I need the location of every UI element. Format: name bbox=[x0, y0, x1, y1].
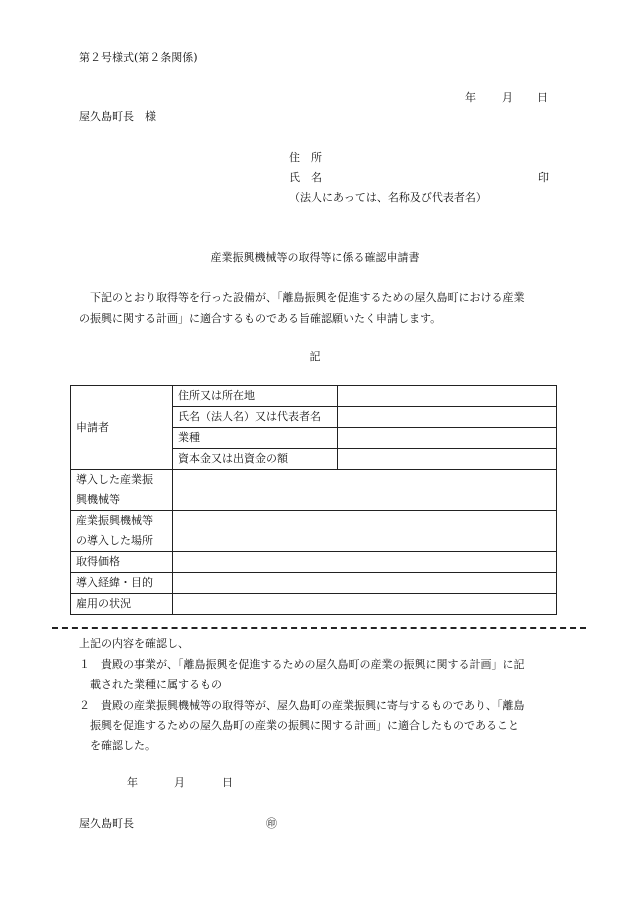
employment-label: 雇用の状況 bbox=[71, 594, 173, 615]
body-line-1: 下記のとおり取得等を行った設備が、「離島振興を促進するための屋久島町における産業 bbox=[90, 291, 525, 304]
purpose-value[interactable] bbox=[173, 573, 557, 594]
location-label-line2: の導入した場所 bbox=[76, 534, 153, 547]
item2-line3: を確認した。 bbox=[90, 739, 156, 752]
item2-line1: ２ 貴殿の産業振興機械等の取得等が、屋久島町の産業振興に寄与するものであり、「離島 bbox=[79, 699, 525, 712]
application-table bbox=[70, 385, 557, 615]
name-label: 氏 名 bbox=[289, 171, 322, 184]
bottom-date-year: 年 bbox=[127, 776, 138, 789]
price-value[interactable] bbox=[173, 552, 557, 573]
item2-line2: 振興を促進するための屋久島町の産業の振興に関する計画」に適合したものであること bbox=[90, 719, 519, 732]
date-day: 日 bbox=[537, 91, 548, 104]
applicant-label: 申請者 bbox=[71, 386, 173, 470]
field-capital-label: 資本金又は出資金の額 bbox=[173, 449, 338, 470]
machinery-label bbox=[71, 470, 173, 511]
address-label: 住 所 bbox=[289, 151, 322, 164]
location-label bbox=[71, 511, 173, 552]
body-line-2: の振興に関する計画」に適合するものである旨確認願いたく申請します。 bbox=[79, 312, 442, 325]
form-number: 第２号様式(第２条関係) bbox=[79, 51, 198, 64]
price-label: 取得価格 bbox=[71, 552, 173, 573]
machinery-value[interactable] bbox=[173, 470, 557, 511]
bottom-date-day: 日 bbox=[222, 776, 233, 789]
date-year: 年 bbox=[465, 91, 476, 104]
field-industry-label: 業種 bbox=[173, 428, 338, 449]
date-month: 月 bbox=[502, 91, 513, 104]
location-label-line1: 産業振興機械等 bbox=[76, 514, 153, 527]
item1-line1: １ 貴殿の事業が、「離島振興を促進するための屋久島町の産業の振興に関する計画」に記 bbox=[79, 658, 525, 671]
machinery-label-line1: 導入した産業振 bbox=[76, 473, 153, 486]
addressee: 屋久島町長 様 bbox=[79, 110, 156, 123]
dashed-divider bbox=[52, 627, 586, 629]
field-address-value[interactable] bbox=[338, 386, 557, 407]
seal-mark: 印 bbox=[538, 171, 549, 184]
ki-heading: 記 bbox=[309, 350, 321, 363]
field-name-value[interactable] bbox=[338, 407, 557, 428]
item1-line2: 載された業種に属するもの bbox=[90, 678, 222, 691]
corporation-note: （法人にあっては、名称及び代表者名） bbox=[289, 191, 487, 204]
location-value[interactable] bbox=[173, 511, 557, 552]
machinery-label-line2: 興機械等 bbox=[76, 493, 120, 506]
field-industry-value[interactable] bbox=[338, 428, 557, 449]
field-name-label: 氏名（法人名）又は代表者名 bbox=[173, 407, 338, 428]
field-address-label: 住所又は所在地 bbox=[173, 386, 338, 407]
employment-value[interactable] bbox=[173, 594, 557, 615]
bottom-signatory: 屋久島町長 bbox=[79, 817, 134, 830]
bottom-seal: ㊞ bbox=[266, 817, 277, 830]
bottom-date-month: 月 bbox=[174, 776, 185, 789]
confirmation-intro: 上記の内容を確認し、 bbox=[79, 637, 189, 650]
field-capital-value[interactable] bbox=[338, 449, 557, 470]
document-title: 産業振興機械等の取得等に係る確認申請書 bbox=[210, 251, 420, 264]
purpose-label: 導入経緯・目的 bbox=[71, 573, 173, 594]
